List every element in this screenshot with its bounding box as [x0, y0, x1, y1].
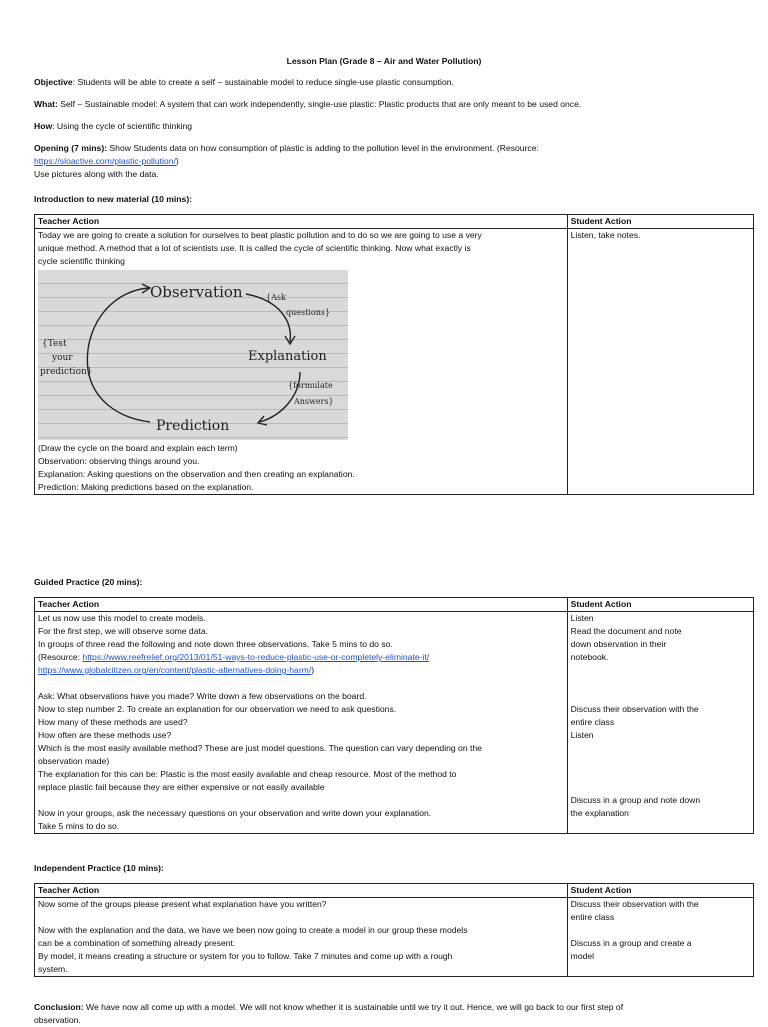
objective-text: : Students will be able to create a self – sustainable model to reduce single-use plastic consumption. — [72, 77, 454, 87]
guided-teacher-line: Take 5 mins to do so. — [38, 821, 120, 831]
intro-teacher-after-line: Explanation: Asking questions on the observation and then creating an explanation. — [38, 469, 355, 479]
independent-teacher-line: Now with the explanation and the data, we have we been now going to create a model in our group these models — [38, 925, 468, 935]
opening-paragraph — [34, 142, 754, 181]
cycle-diagram — [38, 270, 348, 440]
guided-student-line: Listen — [570, 613, 594, 623]
formulate-label: {formulate — [288, 381, 333, 390]
spacer — [571, 755, 750, 768]
conclusion-text: We have now all come up with a model. We will not know whether it is sustainable until we try it out. Hence, we will go back to our first step of — [83, 1002, 624, 1012]
guided-student-line: Discuss in a group and note down — [570, 795, 701, 805]
independent-teacher-line: By model, it means creating a structure or system for you to follow. Take 7 minutes and come up with a rough — [38, 951, 453, 961]
intro-student-cell — [567, 229, 753, 495]
independent-teacher-header: Teacher Action — [35, 884, 568, 898]
guided-teacher-line: Now to step number 2. To create an explanation for our observation we need to ask questions. — [38, 704, 397, 714]
independent-body-row — [35, 898, 754, 977]
conclusion-label: Conclusion: — [34, 1002, 84, 1012]
spacer — [571, 742, 750, 755]
ask-label: {Ask — [266, 293, 286, 302]
intro-heading: Introduction to new material (10 mins): — [34, 194, 193, 204]
what-label: What: — [34, 99, 58, 109]
guided-student-line: notebook. — [570, 652, 609, 662]
scientific-thinking-cycle-sketch — [38, 270, 348, 440]
spacer — [571, 781, 750, 794]
guided-student-line: Read the document and note — [570, 626, 682, 636]
opening-resource-link[interactable]: https://sloactive.com/plastic-pollution/ — [34, 156, 176, 166]
guided-teacher-line: In groups of three read the following and note down three observations. Take 5 mins to do so. — [38, 639, 393, 649]
intro-header-row — [35, 215, 754, 229]
guided-teacher-line: replace plastic fail because they are either expensive or not easily available — [38, 782, 325, 792]
observation-label: Observation — [150, 283, 243, 301]
opening-text: Show Students data on how consumption of plastic is adding to the pollution level in the environment. (Resource: — [107, 143, 539, 153]
guided-teacher-line: Which is the most easily available method? These are just model questions. The question can vary depending on the — [38, 743, 482, 753]
intro-student-text: Listen, take notes. — [570, 230, 641, 240]
intro-body-row — [35, 229, 754, 495]
independent-teacher-line: system. — [38, 964, 68, 974]
guided-teacher-line: Ask: What observations have you made? Write down a few observations on the board. — [38, 691, 367, 701]
how-text: : Using the cycle of scientific thinking — [52, 121, 193, 131]
guided-resource-line — [38, 651, 564, 664]
independent-student-header: Student Action — [567, 884, 753, 898]
spacer — [571, 664, 750, 677]
intro-teacher-after-line: Prediction: Making predictions based on the explanation. — [38, 482, 254, 492]
guided-heading: Guided Practice (20 mins): — [34, 577, 143, 587]
globalcitizen-link[interactable]: https://www.globalcitizen.org/en/content/plastic-alternatives-doing-harm/ — [38, 665, 312, 675]
independent-student-line: Discuss their observation with the — [570, 899, 699, 909]
guided-resource-suffix: ) — [311, 665, 315, 675]
prediction-label: Prediction — [156, 418, 230, 434]
guided-student-line: entire class — [570, 717, 615, 727]
what-paragraph — [34, 98, 754, 111]
spacer — [38, 911, 564, 924]
intro-teacher-cell — [35, 229, 568, 495]
guided-student-header: Student Action — [567, 598, 753, 612]
spacer — [571, 690, 750, 703]
objective-paragraph — [34, 76, 754, 89]
test-label-2: your — [52, 353, 73, 363]
conclusion-paragraph — [34, 1001, 754, 1027]
independent-table — [34, 883, 754, 977]
guided-resource-line-2 — [38, 664, 564, 677]
guided-resource-prefix: (Resource: — [38, 652, 83, 662]
independent-header-row — [35, 884, 754, 898]
guided-student-line: down observation in their — [570, 639, 667, 649]
page-title: Lesson Plan (Grade 8 – Air and Water Pollution) — [286, 56, 482, 66]
guided-student-line: Discuss their observation with the — [570, 704, 699, 714]
independent-student-line: model — [570, 951, 595, 961]
guided-teacher-line: observation made) — [38, 756, 110, 766]
opening-label: Opening (7 mins): — [34, 143, 108, 153]
independent-teacher-cell — [35, 898, 568, 977]
spacer — [38, 794, 564, 807]
reefrelief-link[interactable]: https://www.reefrelief.org/2013/01/51-ways-to-reduce-plastic-use-or-completely-eliminate-it/ — [82, 652, 430, 662]
spacer — [571, 677, 750, 690]
guided-teacher-header: Teacher Action — [35, 598, 568, 612]
guided-header-row — [35, 598, 754, 612]
intro-teacher-after-line: (Draw the cycle on the board and explain each term) — [38, 443, 238, 453]
guided-student-line: Listen — [570, 730, 594, 740]
independent-student-line: entire class — [570, 912, 615, 922]
guided-student-line: the explanation — [570, 808, 629, 818]
intro-teacher-line: Today we are going to create a solution for ourselves to beat plastic pollution and to do so we are going to use a very — [38, 230, 482, 240]
what-text: Self – Sustainable model: A system that can work independently, single-use plastic: Plastic products that are only meant to be used once. — [57, 99, 582, 109]
spacer — [571, 924, 750, 937]
guided-teacher-cell — [35, 612, 568, 834]
independent-teacher-line: can be a combination of something already present. — [38, 938, 236, 948]
conclusion-line2: observation. — [34, 1015, 81, 1025]
spacer — [571, 768, 750, 781]
intro-teacher-line: cycle scientific thinking — [38, 256, 125, 266]
opening-line2: Use pictures along with the data. — [34, 169, 159, 179]
explanation-label: Explanation — [248, 349, 327, 364]
guided-table — [34, 597, 754, 834]
intro-teacher-line: unique method. A method that a lot of scientists use. It is called the cycle of scientific thinking. Now what exactly is — [38, 243, 471, 253]
intro-teacher-after-line: Observation: observing things around you. — [38, 456, 200, 466]
test-label: {Test — [42, 339, 67, 349]
formulate-label-2: Answers} — [294, 397, 334, 406]
guided-student-cell — [567, 612, 753, 834]
how-label: How — [34, 121, 53, 131]
ask-label-2: questions} — [286, 308, 331, 317]
guided-teacher-line: For the first step, we will observe some data. — [38, 626, 209, 636]
spacer — [38, 677, 564, 690]
independent-teacher-line: Now some of the groups please present what explanation have you written? — [38, 899, 327, 909]
independent-heading: Independent Practice (10 mins): — [34, 863, 164, 873]
guided-teacher-line: Let us now use this model to create models. — [38, 613, 206, 623]
guided-teacher-line: How often are these methods use? — [38, 730, 172, 740]
opening-link-suffix: ) — [175, 156, 179, 166]
guided-teacher-line: The explanation for this can be: Plastic is the most easily available and cheap resource. Most of the method to — [38, 769, 457, 779]
intro-teacher-header: Teacher Action — [35, 215, 568, 229]
intro-table — [34, 214, 754, 495]
guided-teacher-line: How many of these methods are used? — [38, 717, 188, 727]
guided-body-row — [35, 612, 754, 834]
guided-teacher-line: Now in your groups, ask the necessary questions on your observation and write down your explanation. — [38, 808, 432, 818]
test-label-3: prediction} — [40, 367, 93, 377]
how-paragraph — [34, 120, 754, 133]
cycle-arrow-left — [87, 288, 150, 422]
independent-student-cell — [567, 898, 753, 977]
objective-label: Objective — [34, 77, 73, 87]
intro-student-header: Student Action — [567, 215, 753, 229]
independent-student-line: Discuss in a group and create a — [570, 938, 692, 948]
